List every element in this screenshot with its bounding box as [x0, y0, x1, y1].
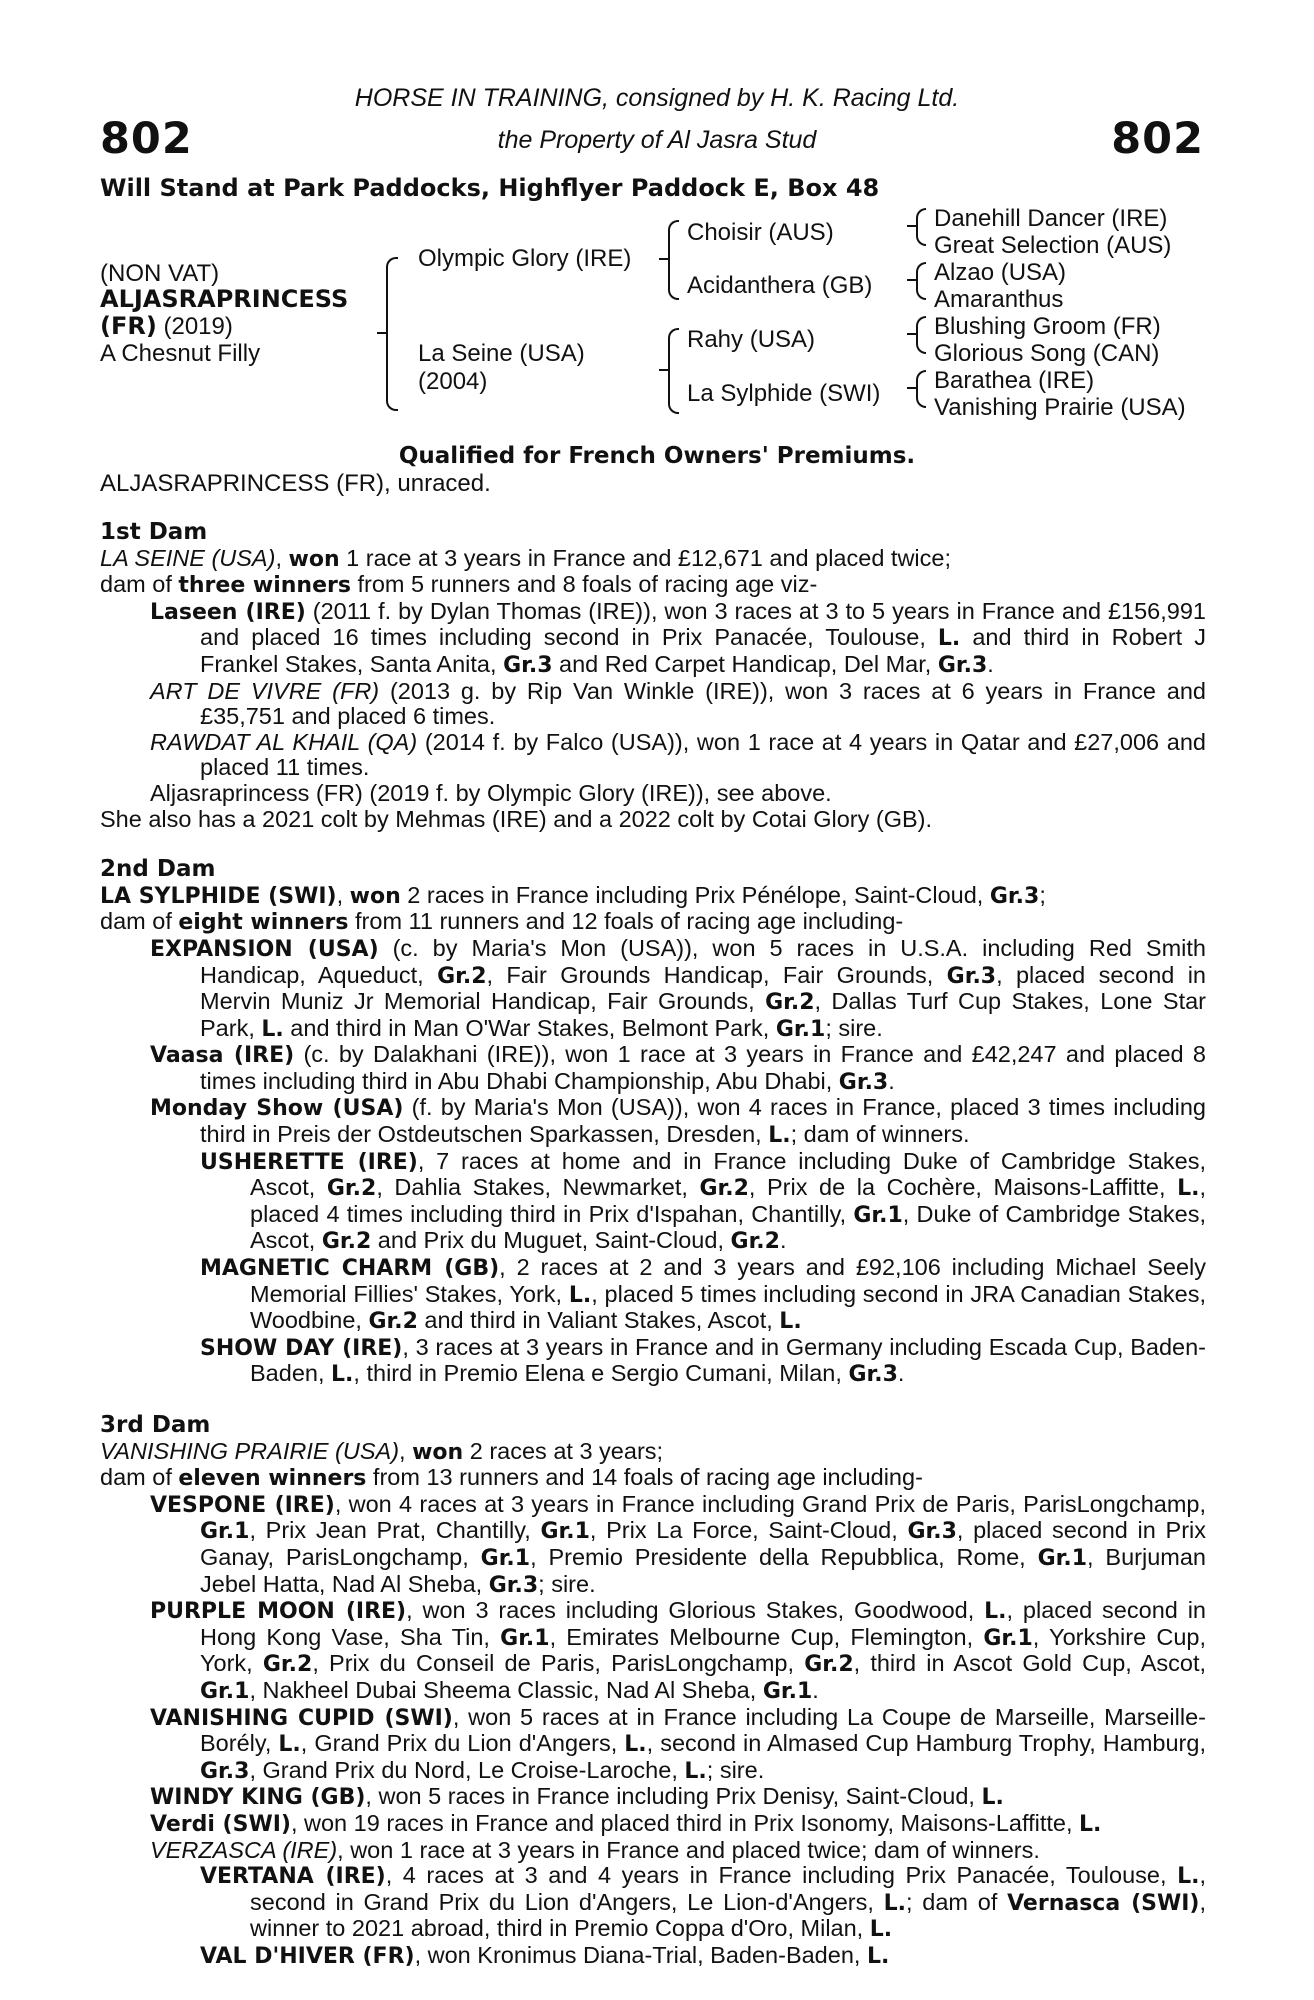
produce-vanishing-cupid: VANISHING CUPID (SWI), won 5 races at in France including La Coupe de Marseille, Marseille-Borély, L., Grand Prix du Lion d'Angers, L., second in Almased Cup Hamburg Trophy, Hamburg, Gr.3, Grand Prix du Nord, Le Croise-Laroche, L.; sire.: [150, 1703, 1206, 1784]
sire-sire: Choisir (AUS): [687, 219, 834, 246]
produce-purple-moon: PURPLE MOON (IRE), won 3 races including Glorious Stakes, Goodwood, L., placed second in Hong Kong Vase, Sha Tin, Gr.1, Emirates Melbourne Cup, Flemington, Gr.1, Yorkshire Cup, York, Gr.2, Prix du Conseil de Paris, ParisLongchamp, Gr.2, third in Ascot Gold Cup, Ascot, Gr.1, Nakheel Dubai Sheema Classic, Nad Al Sheba, Gr.1.: [150, 1597, 1207, 1704]
produce-verzasca: VERZASCA (IRE), won 1 race at 3 years in France and placed twice; dam of winners.: [150, 1836, 1040, 1863]
bracket-main: [386, 257, 398, 411]
produce-expansion: EXPANSION (USA) (c. by Maria's Mon (USA)), won 5 races in U.S.A. including Red Smith Handicap, Aqueduct, Gr.2, Fair Grounds Handicap, Fair Grounds, Gr.3, placed second in Mervin Muniz Jr Memorial Handicap, Fair Grounds, Gr.2, Dallas Turf Cup Stakes, Lone Star Park, L. and third in Man O'War Stakes, Belmont Park, Gr.1; sire.: [150, 934, 1206, 1042]
first-dam-heading: 1st Dam: [100, 519, 208, 545]
third-dam-heading: 3rd Dam: [100, 1412, 211, 1438]
second-dam-heading: 2nd Dam: [100, 856, 216, 883]
gg-2: Great Selection (AUS): [934, 232, 1172, 259]
first-dam-also: She also has a 2021 colt by Mehmas (IRE) and a 2022 colt by Cotai Glory (GB).: [100, 805, 933, 832]
produce-usherette: USHERETTE (IRE), 7 races at home and in France including Duke of Cambridge Stakes, Ascot, Gr.2, Dahlia Stakes, Newmarket, Gr.2, Prix de la Cochère, Maisons-Laffitte, L., placed 4 times including third in Prix d'Ispahan, Chantilly, Gr.1, Duke of Cambridge Stakes, Ascot, Gr.2 and Prix du Muguet, Saint-Cloud, Gr.2.: [200, 1147, 1206, 1255]
third-dam-record: VANISHING PRAIRIE (USA), won 2 races at 3 years;: [100, 1437, 664, 1465]
dam-year: (2004): [418, 368, 488, 395]
produce-vespone: VESPONE (IRE), won 4 races at 3 years in France including Grand Prix de Paris, ParisLongchamp, Gr.1, Prix Jean Prat, Chantilly, Gr.1, Prix La Force, Saint-Cloud, Gr.3, placed second in Prix Ganay, ParisLongchamp, Gr.1, Premio Presidente della Repubblica, Rome, Gr.1, Burjuman Jebel Hatta, Nad Al Sheba, Gr.3; sire.: [150, 1490, 1207, 1598]
bracket-dam: [668, 328, 679, 414]
vat-status: (NON VAT): [100, 260, 220, 287]
produce-magnetic-charm: MAGNETIC CHARM (GB), 2 races at 2 and 3 years and £92,106 including Michael Seely Memorial Fillies' Stakes, York, L., placed 5 times including second in JRA Canadian Stakes, Woodbine, Gr.2 and third in Valiant Stakes, Ascot, L.: [200, 1254, 1206, 1335]
bracket-sire-tick: [659, 258, 668, 260]
race-record: ALJASRAPRINCESS (FR), unraced.: [100, 470, 491, 497]
produce-windy-king: WINDY KING (GB), won 5 races in France including Prix Denisy, Saint-Cloud, L.: [150, 1783, 1004, 1811]
qualified-note: Qualified for French Owners' Premiums.: [398, 443, 916, 469]
produce-show-day: SHOW DAY (IRE), 3 races at 3 years in France and in Germany including Escada Cup, Baden-Baden, L., third in Premio Elena e Sergio Cumani, Milan, Gr.3.: [200, 1333, 1207, 1388]
property-line: the Property of Al Jasra Stud: [497, 126, 817, 154]
second-dam-record: LA SYLPHIDE (SWI), won 2 races in France including Prix Pénélope, Saint-Cloud, Gr.3;: [100, 881, 1046, 909]
catalogue-body: [100, 520, 1206, 1969]
bracket-g3-1: [916, 208, 926, 246]
lot-number-right: 802: [1111, 114, 1204, 164]
produce-laseen: Laseen (IRE) (2011 f. by Dylan Thomas (IRE)), won 3 races at 3 to 5 years in France and £156,991 and placed 16 times including second in Prix Panacée, Toulouse, L. and third in Robert J Frankel Stakes, Santa Anita, Gr.3 and Red Carpet Handicap, Del Mar, Gr.3.: [150, 597, 1206, 678]
gg-5: Blushing Groom (FR): [934, 313, 1161, 340]
produce-monday-show: Monday Show (USA) (f. by Maria's Mon (USA)), won 4 races in France, placed 3 times including third in Preis der Ostdeutschen Sparkassen, Dresden, L.; dam of winners.: [150, 1094, 1206, 1149]
gg-8: Vanishing Prairie (USA): [934, 394, 1186, 421]
second-dam-produce-summary: dam of eight winners from 11 runners and 12 foals of racing age including-: [100, 908, 904, 936]
gg-1: Danehill Dancer (IRE): [934, 205, 1168, 232]
sire-dam: Acidanthera (GB): [687, 272, 873, 299]
gg-3: Alzao (USA): [934, 259, 1067, 286]
produce-vertana: VERTANA (IRE), 4 races at 3 and 4 years in France including Prix Panacée, Toulouse, L., second in Grand Prix du Lion d'Angers, Le Lion-d'Angers, L.; dam of Vernasca (SWI), winner to 2021 abroad, third in Premio Coppa d'Oro, Milan, L.: [200, 1862, 1207, 1943]
produce-rawdat-al-khail: RAWDAT AL KHAIL (QA) (2014 f. by Falco (USA)), won 1 race at 4 years in Qatar and £27,006 and placed 11 times.: [150, 728, 1206, 781]
produce-val-d-hiver: VAL D'HIVER (FR), won Kronimus Diana-Trial, Baden-Baden, L.: [200, 1941, 890, 1969]
dam-sire: Rahy (USA): [687, 326, 816, 353]
third-dam-produce-summary: dam of eleven winners from 13 runners and 14 foals of racing age including-: [100, 1464, 923, 1492]
dam: La Seine (USA): [418, 340, 585, 367]
gg-7: Barathea (IRE): [934, 367, 1095, 394]
first-dam-produce-summary: dam of three winners from 5 runners and 8 foals of racing age viz-: [100, 571, 818, 599]
horse-description: A Chesnut Filly: [100, 340, 261, 367]
gg-4: Amaranthus: [934, 286, 1064, 313]
horse-origin-year: [100, 313, 233, 340]
dam-dam: La Sylphide (SWI): [687, 380, 881, 407]
bracket-g3-4-tick: [907, 387, 916, 389]
produce-aljasraprincess: Aljasraprincess (FR) (2019 f. by Olympic Glory (IRE)), see above.: [150, 779, 832, 806]
bracket-g3-3-tick: [907, 333, 916, 335]
sire: Olympic Glory (IRE): [418, 245, 632, 272]
bracket-g3-1-tick: [907, 225, 916, 227]
bracket-g3-2: [916, 262, 926, 300]
horse-year: (2019): [156, 313, 233, 340]
bracket-g3-4: [916, 370, 926, 408]
consignor-line: HORSE IN TRAINING, consigned by H. K. Racing Ltd.: [354, 84, 960, 112]
gg-6: Glorious Song (CAN): [934, 340, 1160, 367]
stand-location: Will Stand at Park Paddocks, Highflyer Paddock E, Box 48: [100, 174, 880, 202]
bracket-g3-2-tick: [907, 279, 916, 281]
horse-name: ALJASRAPRINCESS: [100, 285, 349, 313]
bracket-g3-3: [916, 316, 926, 354]
produce-verdi: Verdi (SWI), won 19 races in France and placed third in Prix Isonomy, Maisons-Laffitte, L.: [150, 1809, 1102, 1837]
produce-vaasa: Vaasa (IRE) (c. by Dalakhani (IRE)), won 1 race at 3 years in France and £42,247 and placed 8 times including third in Abu Dhabi Championship, Abu Dhabi, Gr.3.: [150, 1041, 1206, 1095]
first-dam-record: LA SEINE (USA), won 1 race at 3 years in France and £12,671 and placed twice;: [100, 544, 951, 572]
bracket-dam-tick: [659, 369, 668, 371]
lot-number-left: 802: [100, 114, 193, 164]
bracket-main-tick: [377, 332, 386, 334]
produce-art-de-vivre: ART DE VIVRE (FR) (2013 g. by Rip Van Winkle (IRE)), won 3 races at 6 years in France and £35,751 and placed 6 times.: [150, 677, 1206, 730]
horse-origin: (FR): [100, 312, 157, 340]
bracket-sire: [668, 220, 679, 300]
